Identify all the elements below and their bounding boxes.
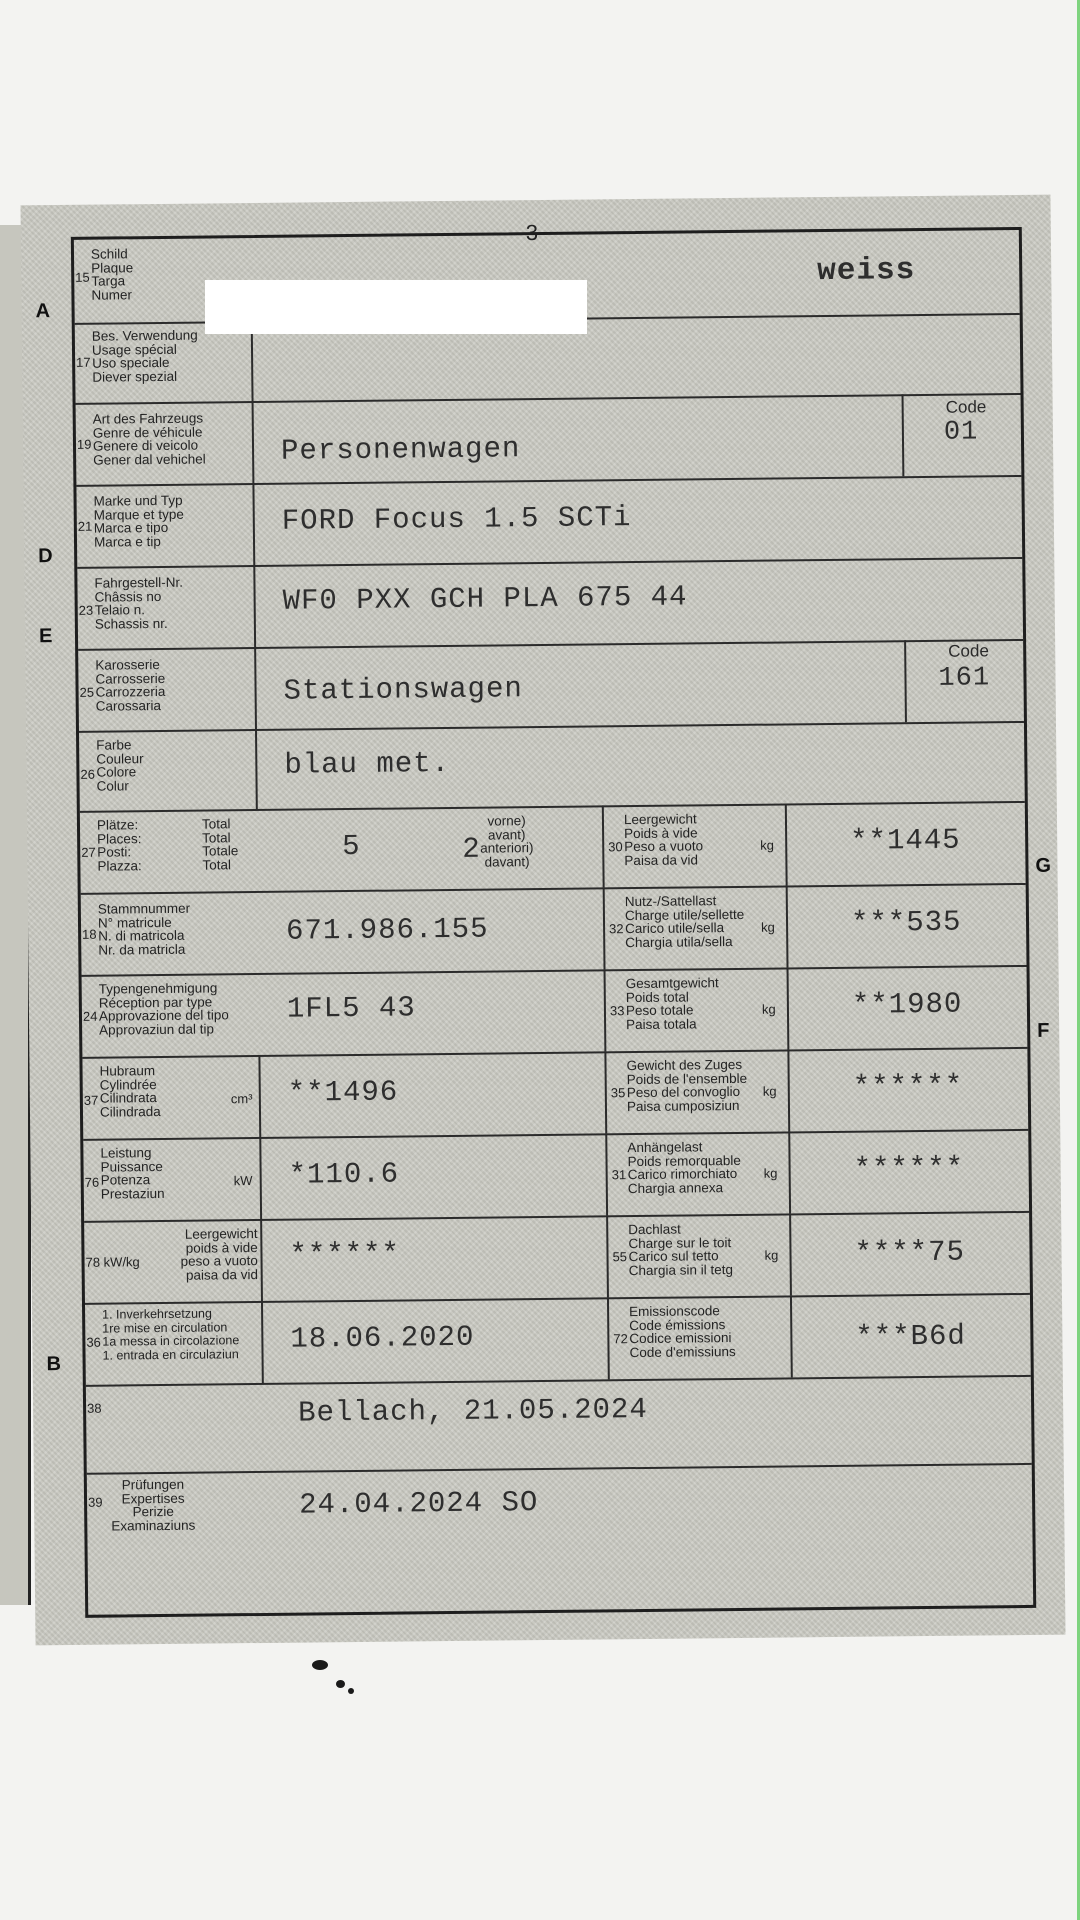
body-value: Stationswagen bbox=[283, 672, 523, 708]
field-number: 26 bbox=[80, 766, 95, 782]
row-first-registration-emission bbox=[85, 1293, 1031, 1387]
row-inspections bbox=[87, 1463, 1033, 1613]
row-color bbox=[79, 721, 1025, 813]
kwkg-label: Leergewicht poids à vide peso a vuoto paisa da vid bbox=[180, 1226, 259, 1283]
vehicle-type-value: Personenwagen bbox=[280, 432, 521, 468]
unit-label: kg bbox=[760, 837, 775, 853]
field-number: 72 bbox=[613, 1331, 628, 1347]
field-number: 30 bbox=[608, 839, 623, 855]
registration-document-page bbox=[20, 195, 1065, 1646]
vehicle-type-label: Art des Fahrzeugs Genre de véhicule Genere di veicolo Gener dal vehichel bbox=[92, 410, 206, 468]
row-body bbox=[78, 639, 1024, 733]
seats-total-label: Total Total Totale Total bbox=[201, 816, 239, 873]
field-number: 39 bbox=[87, 1494, 103, 1510]
place-date-value: Bellach, 21.05.2024 bbox=[297, 1392, 648, 1430]
make-value: FORD Focus 1.5 SCTi bbox=[281, 501, 632, 538]
body-code: 161 bbox=[938, 663, 991, 694]
redacted-plate-number bbox=[205, 280, 587, 334]
train-weight-value: ****** bbox=[852, 1069, 964, 1104]
front-seats-value: 2 bbox=[462, 832, 481, 866]
page-number: 3 bbox=[525, 220, 539, 246]
field-number: 27 bbox=[81, 844, 96, 860]
body-label: Karosserie Carrosserie Carrozzeria Carossaria bbox=[95, 656, 166, 714]
emission-code-value: ***B6d bbox=[855, 1319, 966, 1354]
field-number: 35 bbox=[610, 1085, 626, 1101]
row-vehicle-type bbox=[76, 393, 1022, 487]
side-letter-g: G bbox=[1035, 854, 1052, 877]
payload-label: Nutz-/Sattellast Charge utile/sellette Carico utile/sella Chargia utila/sella bbox=[624, 893, 745, 950]
unit-label: kg bbox=[761, 1001, 776, 1017]
field-number: 37 bbox=[83, 1092, 99, 1108]
field-number: 36 bbox=[86, 1334, 101, 1350]
form-frame bbox=[71, 227, 1036, 1618]
train-weight-label: Gewicht des Zuges Poids de l'ensemble Peso del convoglio Paisa cumposiziun bbox=[626, 1056, 748, 1114]
matriculation-value: 671.986.155 bbox=[285, 912, 489, 948]
unit-label: kW bbox=[233, 1173, 253, 1189]
unit-label: kg bbox=[763, 1165, 778, 1181]
field-number: 19 bbox=[76, 436, 92, 452]
field-number: 31 bbox=[611, 1167, 627, 1183]
unit-label: kg bbox=[762, 1083, 777, 1099]
color-value: blau met. bbox=[284, 746, 451, 782]
seats-label: Plätze: Places: Posti: Plazza: bbox=[96, 817, 142, 874]
field-number: 24 bbox=[82, 1008, 98, 1024]
unit-label: kg bbox=[761, 919, 775, 935]
plate-label: Schild Plaque Targa Numer bbox=[90, 246, 134, 303]
first-registration-label: 1. Inverkehrsetzung 1re mise en circulation 1a messa in circolazione 1. entrada en circulaziun bbox=[102, 1306, 240, 1363]
ink-spot bbox=[348, 1688, 354, 1694]
side-letter-f: F bbox=[1037, 1019, 1050, 1042]
code-label: Code bbox=[948, 641, 989, 661]
empty-weight-value: **1445 bbox=[850, 823, 961, 858]
payload-value: ***535 bbox=[850, 905, 962, 940]
roof-load-label: Dachlast Charge sur le toit Carico sul tetto Chargia sin il tetg bbox=[628, 1221, 734, 1278]
field-number: 15 bbox=[75, 269, 90, 285]
row-kwkg-roof-load bbox=[84, 1211, 1030, 1305]
usage-label: Bes. Verwendung Usage spécial Uso speciale Diever spezial bbox=[91, 327, 198, 385]
field-number: 76 bbox=[84, 1174, 100, 1190]
row-place-date bbox=[86, 1375, 1032, 1475]
power-label: Leistung Puissance Potenza Prestaziun bbox=[100, 1145, 165, 1202]
kwkg-value: ****** bbox=[289, 1237, 401, 1272]
ink-spot bbox=[336, 1680, 345, 1688]
field-number: 38 bbox=[87, 1400, 102, 1416]
total-weight-value: **1980 bbox=[851, 987, 963, 1022]
row-make bbox=[76, 475, 1022, 569]
empty-weight-label: Leergewicht Poids à vide Peso a vuoto Paisa da vid bbox=[623, 811, 704, 868]
field-number: 33 bbox=[609, 1003, 625, 1019]
chassis-value: WF0 PXX GCH PLA 675 44 bbox=[282, 580, 688, 618]
field-number: 17 bbox=[76, 354, 91, 370]
field-number: 18 bbox=[82, 926, 97, 942]
field-number: 25 bbox=[79, 684, 95, 700]
roof-load-value: ****75 bbox=[854, 1235, 966, 1270]
side-letter-e: E bbox=[38, 625, 53, 648]
displacement-label: Hubraum Cylindrée Cilindrata Cilindrada bbox=[99, 1063, 161, 1120]
row-power-trailer-load bbox=[83, 1129, 1029, 1223]
field-number: 78 kW/kg bbox=[85, 1254, 140, 1270]
make-label: Marke und Typ Marque et type Marca e tipo Marca e tip bbox=[93, 492, 184, 550]
field-number: 21 bbox=[77, 518, 93, 534]
inspections-label: Prüfungen Expertises Perizie Examinaziuns bbox=[111, 1476, 196, 1534]
inspections-value: 24.04.2024 SO bbox=[298, 1486, 539, 1522]
field-number: 55 bbox=[612, 1249, 628, 1265]
field-number: 23 bbox=[78, 602, 94, 618]
plate-color-value: weiss bbox=[817, 253, 916, 290]
unit-label: kg bbox=[764, 1247, 779, 1263]
unit-label: cm³ bbox=[230, 1091, 253, 1107]
row-displacement-train-weight bbox=[82, 1047, 1028, 1141]
chassis-label: Fahrgestell-Nr. Châssis no Telaio n. Schassis nr. bbox=[94, 574, 184, 632]
type-approval-value: 1FL5 43 bbox=[286, 991, 416, 1026]
side-letter-b: B bbox=[46, 1353, 62, 1376]
row-approval-total-weight bbox=[82, 965, 1028, 1059]
emission-code-label: Emissionscode Code émissions Codice emissioni Code d'emissiuns bbox=[629, 1303, 736, 1360]
power-value: *110.6 bbox=[288, 1157, 400, 1192]
side-letter-a: A bbox=[35, 300, 51, 323]
displacement-value: **1496 bbox=[287, 1075, 399, 1110]
seats-value: 5 bbox=[342, 829, 361, 864]
trailer-load-label: Anhängelast Poids remorquable Carico rimorchiato Chargia annexa bbox=[627, 1139, 741, 1196]
front-seats-label: vorne) avant) anteriori) davant) bbox=[480, 813, 534, 870]
type-approval-label: Typengenehmigung Réception par type Approvazione del tipo Approvaziun dal tip bbox=[98, 980, 229, 1038]
total-weight-label: Gesamtgewicht Poids total Peso totale Paisa totala bbox=[625, 975, 719, 1032]
ink-spot bbox=[312, 1660, 328, 1670]
first-registration-value: 18.06.2020 bbox=[290, 1320, 475, 1356]
side-letter-d: D bbox=[38, 545, 53, 568]
trailer-load-value: ****** bbox=[853, 1151, 965, 1186]
vehicle-type-code: 01 bbox=[943, 417, 979, 448]
color-label: Farbe Couleur Colore Colur bbox=[96, 737, 144, 794]
field-number: 32 bbox=[609, 921, 624, 937]
row-chassis bbox=[77, 557, 1023, 651]
matriculation-label: Stammnummer N° matricule N. di matricola Nr. da matricla bbox=[97, 900, 191, 958]
row-seats-empty-weight bbox=[80, 801, 1026, 895]
row-matriculation-payload bbox=[81, 883, 1027, 977]
code-label: Code bbox=[945, 397, 987, 417]
